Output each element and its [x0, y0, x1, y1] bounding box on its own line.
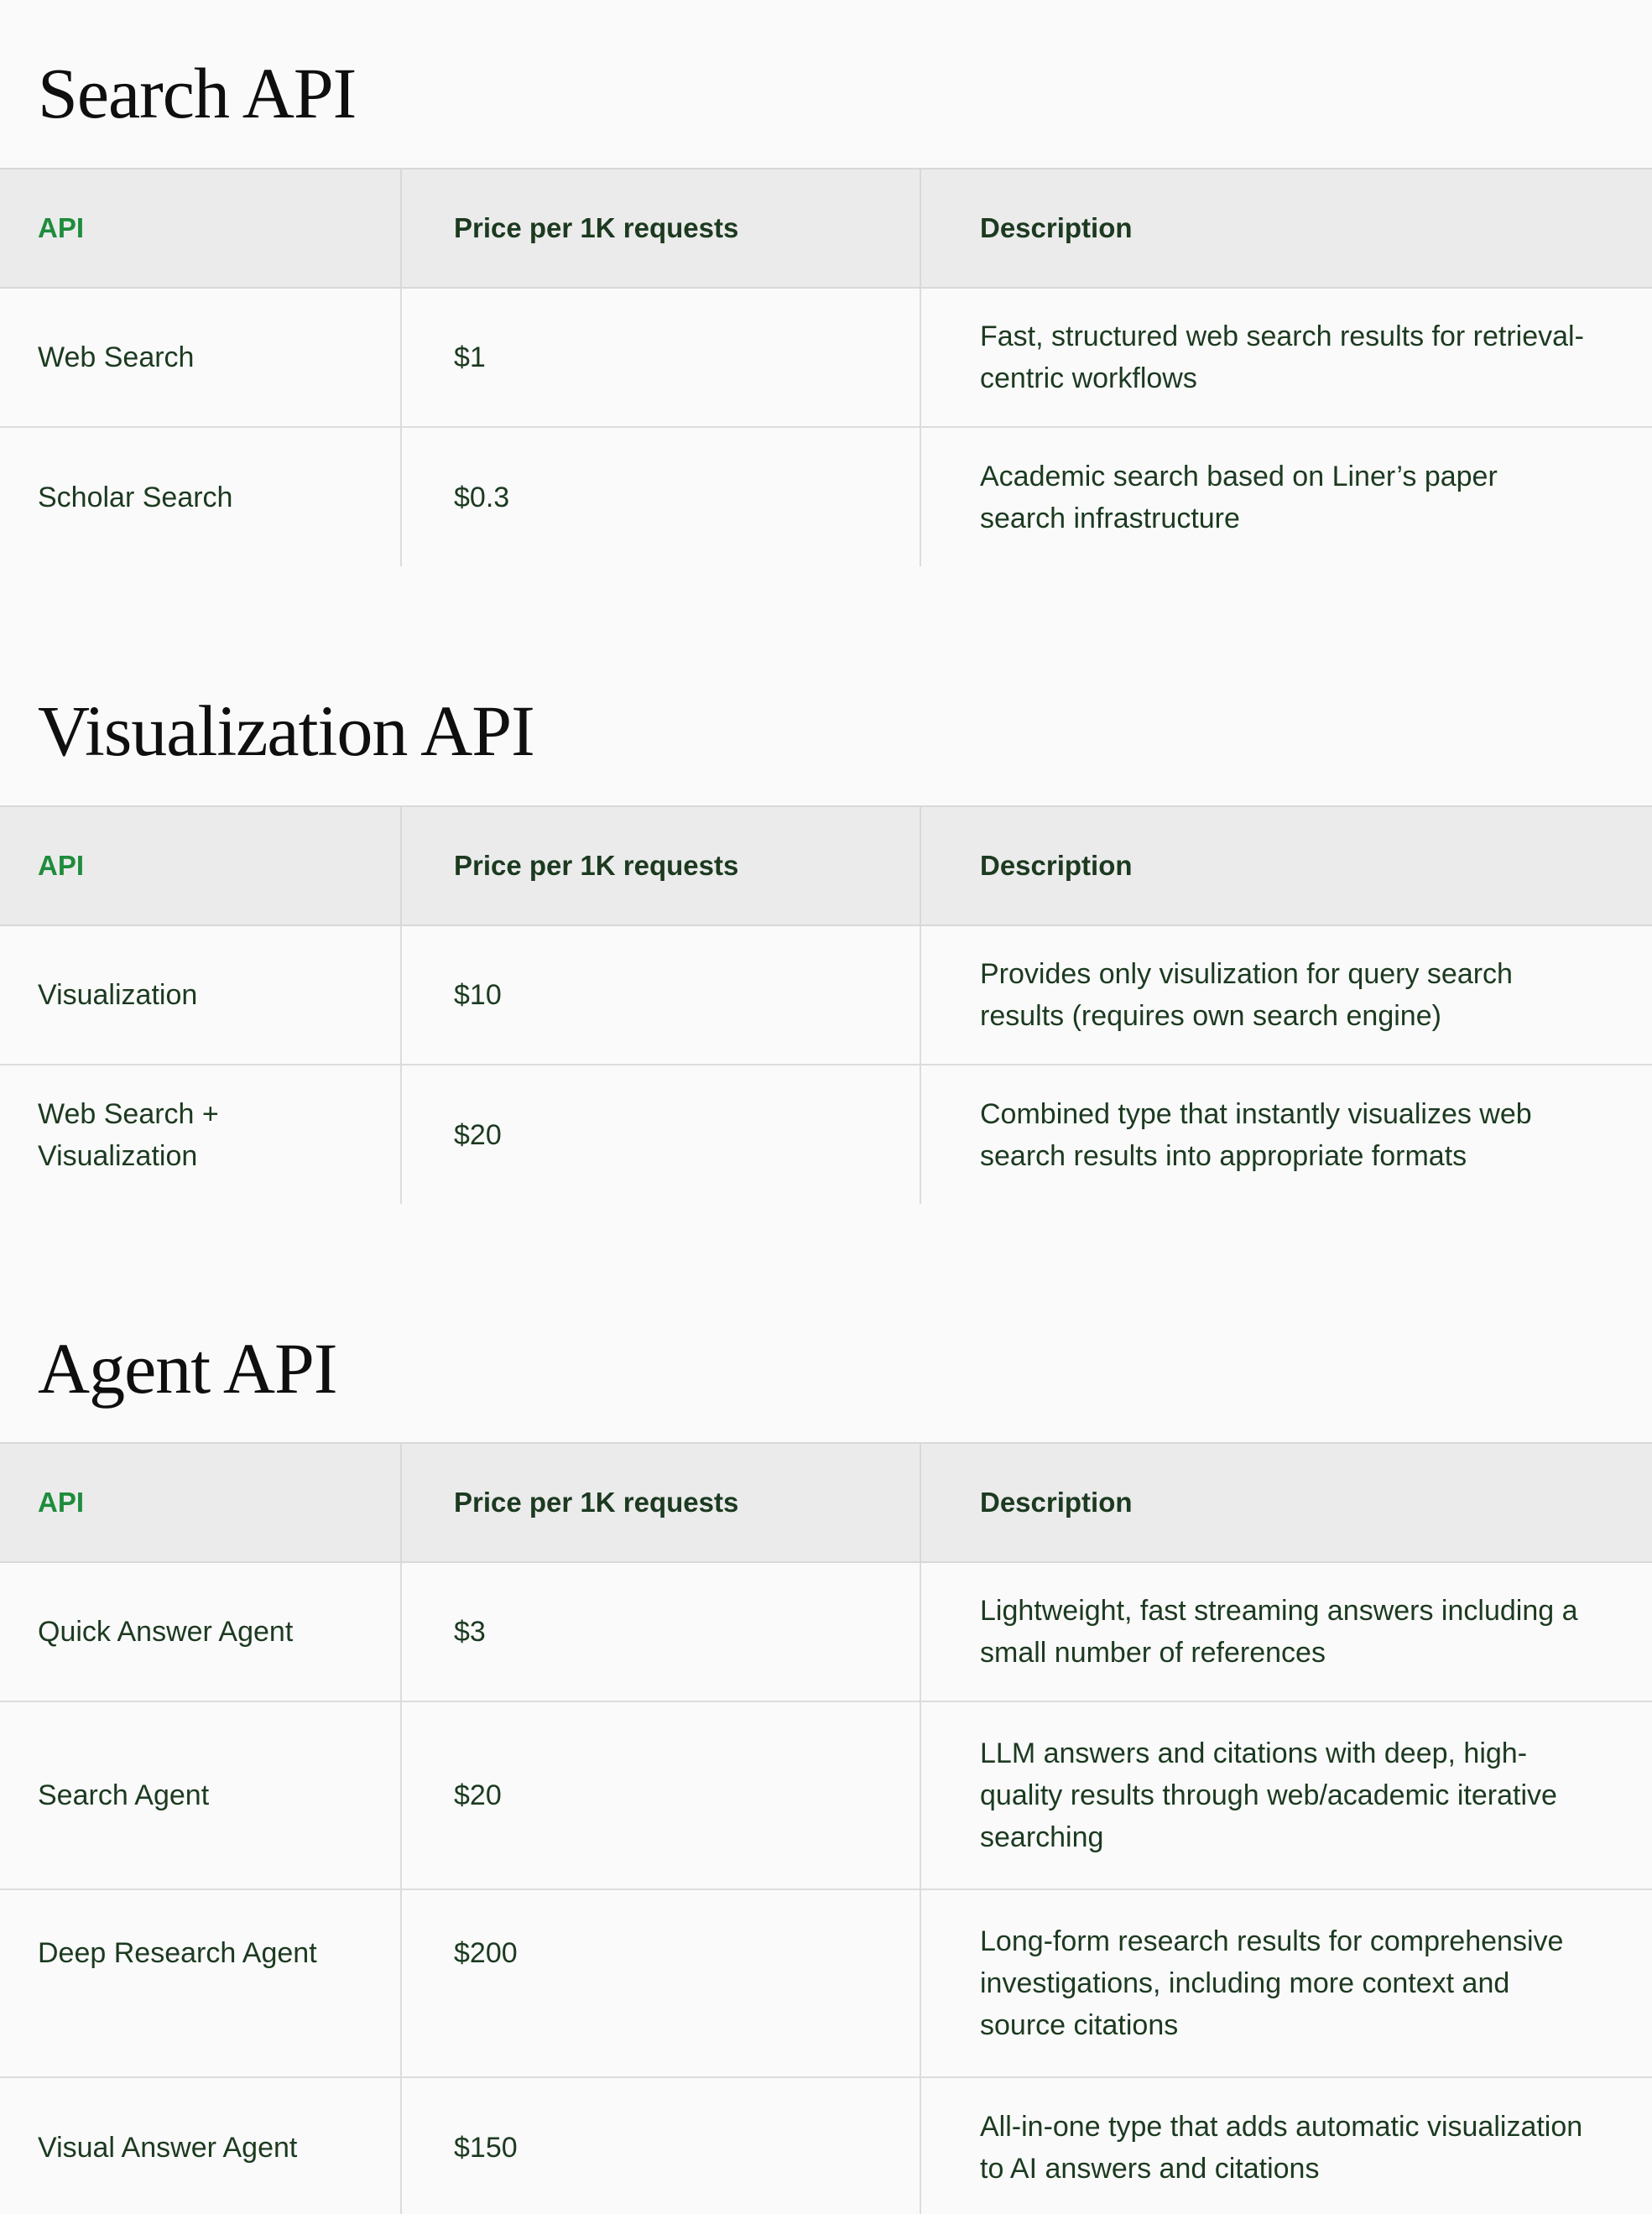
table-row: [0, 1065, 1652, 1204]
header-price: Price per 1K requests: [401, 806, 920, 925]
price-cell: $0.3: [401, 427, 920, 566]
header-description: Description: [920, 806, 1652, 925]
pricing-table: [0, 168, 1652, 566]
description-text: Combined type that instantly visualizes web search results into appropriate formats: [980, 1097, 1532, 1172]
header-api: API: [0, 1443, 401, 1562]
description-cell: [920, 1065, 1652, 1204]
header-price: Price per 1K requests: [401, 1443, 920, 1562]
price-cell: $10: [401, 925, 920, 1065]
table-row: [0, 427, 1652, 566]
table-row: [0, 2077, 1652, 2214]
header-api: API: [0, 806, 401, 925]
description-cell: [920, 1701, 1652, 1889]
table-header-row: [0, 169, 1652, 288]
description-text: Academic search based on Liner’s paper search infrastructure: [980, 460, 1498, 534]
api-name-cell: Search Agent: [0, 1701, 401, 1889]
price-cell: $150: [401, 2077, 920, 2214]
api-name-cell: Visualization: [0, 925, 401, 1065]
section-title: Search API: [38, 53, 357, 133]
table-row: [0, 1889, 1652, 2077]
table-header-row: [0, 806, 1652, 925]
api-name-cell: Visual Answer Agent: [38, 2131, 298, 2164]
pricing-table: [0, 1442, 1652, 2214]
header-description: Description: [920, 1443, 1652, 1562]
price-cell: $1: [401, 288, 920, 427]
price-cell: $20: [401, 1701, 920, 1889]
description-cell: [920, 2077, 1652, 2214]
description-cell: [920, 427, 1652, 566]
table-row: [0, 1562, 1652, 1701]
table-header-row: [0, 1443, 1652, 1562]
api-name-cell: Web Search: [0, 288, 401, 427]
table-row: [0, 288, 1652, 427]
api-name-cell: Deep Research Agent: [0, 1889, 401, 2077]
description-cell: [920, 288, 1652, 427]
description-text: Lightweight, fast streaming answers including a small number of references: [980, 1595, 1578, 1669]
header-api: API: [0, 169, 401, 288]
header-price: Price per 1K requests: [401, 169, 920, 288]
section-title: Agent API: [38, 1328, 337, 1409]
description-text: Provides only visulization for query search results (requires own search engine): [980, 958, 1513, 1032]
price-cell: $20: [401, 1065, 920, 1204]
description-text: Long-form research results for comprehensive investigations, including more context and source citations: [980, 1925, 1564, 2041]
description-text: LLM answers and citations with deep, high-quality results through web/academic iterative searching: [980, 1737, 1557, 1853]
description-text: Fast, structured web search results for retrieval-centric workflows: [980, 320, 1584, 394]
price-cell: $3: [401, 1562, 920, 1701]
price-cell: $200: [401, 1889, 920, 2077]
section-title: Visualization API: [38, 690, 534, 771]
api-name-text: Web Search + Visualization: [38, 1097, 219, 1172]
api-name-cell: [0, 1065, 401, 1204]
pricing-table: [0, 805, 1652, 1204]
api-name-cell: Quick Answer Agent: [0, 1562, 401, 1701]
table-row: [0, 1701, 1652, 1889]
table-row: [0, 925, 1652, 1065]
header-description: Description: [920, 169, 1652, 288]
description-cell: [920, 1889, 1652, 2077]
description-cell: [920, 925, 1652, 1065]
api-name-cell: Scholar Search: [38, 481, 233, 513]
description-text: All-in-one type that adds automatic visualization to AI answers and citations: [980, 2110, 1583, 2185]
description-cell: [920, 1562, 1652, 1701]
